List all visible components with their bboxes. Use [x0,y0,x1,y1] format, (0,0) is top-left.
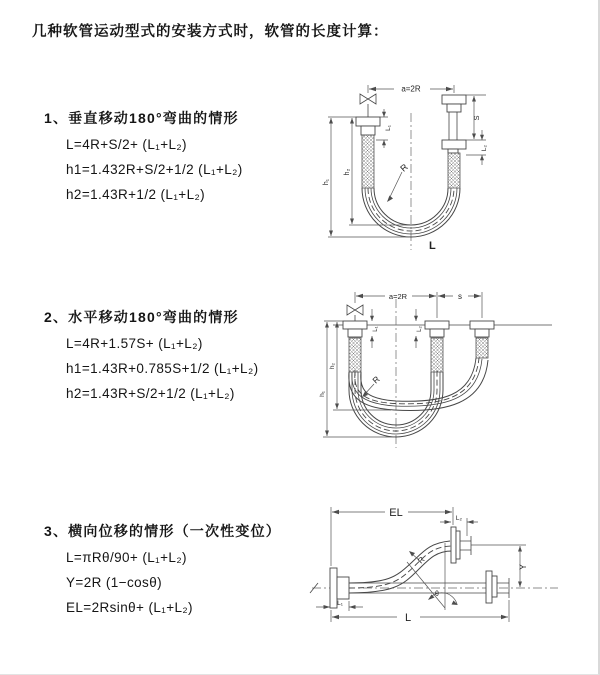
dim-label-a2r: a=2R [388,292,408,301]
dim-l [331,600,509,624]
dim-label-h2: h₂ [344,168,351,176]
diagram-horizontal-180-bend [318,283,586,453]
dim-l2 [414,309,423,348]
hose-u-bend [362,188,460,237]
dim-label-l: L [404,612,412,624]
section-vertical-movement [44,108,243,203]
dim-label-s: S [472,115,481,121]
radius-label: R [398,161,410,174]
dim-label-h2: h₂ [329,362,336,370]
dim-s [438,292,482,318]
dim-label-l2: L₂ [417,326,423,332]
angle-label: θ [435,591,439,598]
left-pipe-fitting [343,321,367,372]
formula-line: h1=1.43R+0.785S+1/2 (L₁+L₂) [66,361,259,376]
dim-label-l1: L₁ [373,326,379,332]
radius-label: R [370,374,382,386]
section-2-heading: 2、水平移动180°弯曲的情形 [44,309,239,325]
formula-line: L=4R+S/2+ (L₁+L₂) [66,137,187,152]
section-3-heading: 3、横向位移的情形（一次性变位） [44,523,281,539]
dim-a-2r [368,85,454,94]
right-pipe-fitting [470,321,494,358]
dim-y [471,545,528,587]
formula-line: L=πRθ/90+ (L₁+L₂) [66,550,187,565]
valve-icon [360,94,376,117]
dim-label-l1: L₁ [385,125,392,131]
formula-line: h1=1.432R+S/2+1/2 (L₁+L₂) [66,162,243,177]
section-lateral-displacement [44,521,281,616]
dim-l1 [316,600,363,611]
dim-label-l2: L₂ [455,515,463,522]
dim-s [466,95,486,140]
dim-label-a2r: a=2R [401,84,421,94]
dim-label-l1: L₁ [337,600,343,607]
dim-label-y: Y [518,563,528,571]
left-pipe-fitting [356,117,380,188]
top-right-flange [451,527,471,563]
valve-icon [347,305,363,321]
section-1-heading: 1、垂直移动180°弯曲的情形 [44,110,239,126]
formula-line: EL=2Rsinθ+ (L₁+L₂) [66,600,193,615]
radius-label: R [416,555,427,566]
dim-label-el: EL [389,507,403,519]
dim-l1 [376,109,392,148]
formula-line: Y=2R (1−cosθ) [66,575,162,590]
radius-callout [362,374,382,397]
formula-line: h2=1.43R+1/2 (L₁+L₂) [66,187,206,202]
length-label: L [429,240,436,252]
dim-el [331,507,453,566]
formula-line: L=4R+1.57S+ (L₁+L₂) [66,336,203,351]
hose-displaced-curve [349,541,452,593]
diagram-vertical-180-bend [315,72,585,257]
radius-callout [387,162,410,202]
dim-l2 [466,130,488,165]
dim-label-h1: h₁ [319,391,326,397]
right-pipe-fitting [442,95,466,188]
diagram-lateral-displacement [308,498,590,656]
middle-pipe-fitting [425,321,449,372]
section-horizontal-movement [44,307,258,402]
dim-l1 [370,309,379,348]
page-title: 几种软管运动型式的安装方式时，软管的长度计算： [32,24,389,40]
dim-label-s: s [458,292,462,301]
formula-line: h2=1.43R+S/2+1/2 (L₁+L₂) [66,386,235,401]
dim-label-l2: L₂ [481,144,488,152]
hose-u-bend-displaced [349,358,488,411]
dim-label-h1: h₁ [323,178,330,186]
